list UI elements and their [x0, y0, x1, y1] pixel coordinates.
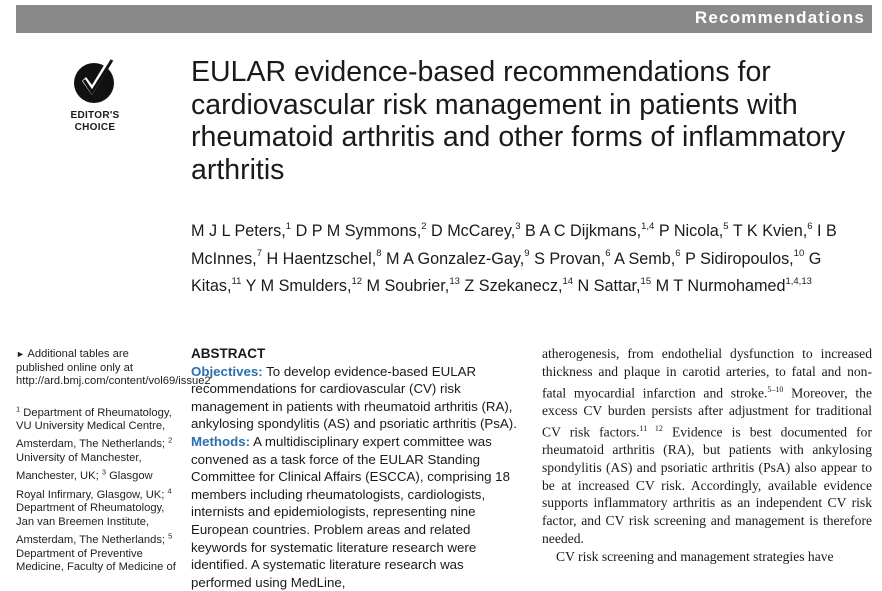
author-name-text: P Nicola, [658, 222, 724, 241]
author-name-text: M T Nurmohamed [655, 277, 786, 296]
author-affiliation-ref: 6 [605, 248, 611, 260]
methods-label: Methods: [191, 433, 251, 449]
author-name [656, 277, 812, 295]
author-name-text: H Haentzschel, [266, 249, 377, 268]
author-name [578, 277, 652, 295]
author-name [525, 222, 654, 240]
section-header-bar [16, 5, 872, 33]
author-name-text: M J L Peters, [191, 222, 286, 241]
author-affiliation-ref: 13 [449, 275, 460, 287]
badge-line-2: CHOICE [74, 122, 116, 133]
methods-text: A multidisciplinary expert committee was convened as a task force of the EULAR Standing Committee for Clinical Affairs (ESCCA), comprising 18 members including rheumatologists, cardiologists, internists and epidemiologists, representing nine European countries. Problem areas and related keywords for systematic literature research were identified. A systematic literature research was performed using MedLine, [191, 433, 510, 590]
author-name-text: A Semb, [614, 249, 676, 268]
author-name-text: Z Szekanecz, [464, 277, 563, 296]
body-text-1a: atherogenesis, from endothelial dysfunction to increased thickness and plaque in carotid arteries, to fatal and non-fatal myocardial infarction and stroke. [542, 346, 872, 401]
author-name [246, 277, 362, 295]
affiliation-number: 5 [168, 531, 173, 541]
affiliation-text: University of Manchester, Manchester, UK; [16, 452, 142, 483]
affiliation-text: Department of Preventive Medicine, Faculty of Medicine of [16, 547, 176, 574]
author-name-text: N Sattar, [577, 277, 641, 296]
affiliation-number: 2 [168, 435, 173, 445]
author-affiliation-ref: 9 [524, 248, 530, 260]
author-name-text: I B McInnes, [191, 222, 837, 268]
author-name-text: Y M Smulders, [245, 277, 352, 296]
abstract-heading: ABSTRACT [191, 346, 266, 361]
section-label: Recommendations [694, 8, 865, 27]
author-name [685, 250, 804, 268]
affiliation-text: Department of Rheumatology, Jan van Breemen Institute, Amsterdam, The Netherlands; [16, 502, 166, 547]
editors-choice-badge [62, 55, 128, 134]
author-name [464, 277, 573, 295]
citation-1: 5–10 [767, 384, 784, 394]
abstract-objectives [191, 363, 521, 433]
affiliation-number: 1 [16, 403, 21, 413]
badge-text [62, 110, 128, 134]
author-name [431, 222, 521, 240]
author-name-text: G Kitas, [191, 249, 822, 296]
author-name-text: B A C Dijkmans, [525, 222, 642, 241]
badge-line-1: EDITOR'S [70, 110, 120, 121]
body-paragraph-1 [542, 345, 872, 548]
author-name [733, 222, 813, 240]
author-name-text: D McCarey, [431, 222, 516, 241]
author-affiliation-ref: 1,4,13 [785, 275, 812, 287]
author-name-text: M Soubrier, [366, 277, 450, 296]
triangle-arrow-icon: ► [16, 349, 25, 359]
author-affiliation-ref: 11 [231, 275, 242, 287]
author-name [266, 250, 381, 268]
author-affiliation-ref: 8 [376, 248, 382, 260]
online-note-text: Additional tables are published online only at http://ard.bmj.com/content/vol69/issue2 [16, 348, 211, 388]
author-affiliation-ref: 3 [515, 221, 521, 232]
author-name-text: T K Kvien, [732, 222, 808, 241]
author-name [386, 250, 530, 268]
author-name-text: S Provan, [534, 249, 606, 268]
author-name [614, 250, 680, 268]
author-affiliation-ref: 15 [640, 275, 652, 287]
author-affiliation-ref: 1 [285, 221, 292, 232]
objectives-text: To develop evidence-based EULAR recommendations for cardiovascular (CV) risk management in patients with rheumatoid arthritis (RA), ankylosing spondylitis (AS) and psoriatic arthritis (PsA). [191, 363, 517, 432]
author-name-text: M A Gonzalez-Gay, [386, 249, 525, 268]
author-name [367, 277, 460, 295]
author-affiliation-ref: 2 [421, 221, 427, 232]
body-text-1b: Moreover, the excess CV burden persists after adjustment for traditional CV risk factors. [542, 385, 872, 440]
author-affiliation-ref: 7 [256, 248, 262, 260]
sidebar-notes [16, 348, 211, 575]
author-affiliation-ref: 12 [351, 275, 363, 287]
affiliation-number: 3 [101, 467, 106, 477]
author-affiliation-ref: 1,4 [641, 221, 655, 232]
article-title: EULAR evidence-based recommendations for cardiovascular risk management in patients with rheumatoid arthritis and other forms of inflammatory arthritis [191, 56, 846, 186]
affiliations-list [16, 402, 178, 575]
abstract-column [191, 345, 521, 591]
author-affiliation-ref: 5 [723, 221, 729, 232]
objectives-label: Objectives: [191, 363, 263, 379]
abstract-methods [191, 433, 521, 591]
affiliation-number: 4 [167, 485, 172, 495]
author-name [659, 222, 729, 240]
affiliation-text: Glasgow Royal Infirmary, Glasgow, UK; [16, 470, 165, 501]
author-list [191, 216, 871, 298]
author-name [191, 222, 291, 240]
author-name-text: P Sidiropoulos, [685, 249, 794, 268]
author-affiliation-ref: 6 [675, 248, 681, 260]
author-affiliation-ref: 6 [807, 221, 813, 232]
author-name-text: D P M Symmons, [295, 222, 422, 241]
citation-2: 11 12 [639, 423, 663, 433]
affiliation [16, 403, 172, 451]
author-name [296, 222, 427, 240]
author-name [534, 250, 610, 268]
affiliation-text: Department of Rheumatology, VU University Medical Centre, Amsterdam, The Netherlands; [16, 406, 172, 451]
online-tables-note [16, 348, 211, 389]
author-affiliation-ref: 10 [793, 248, 805, 260]
body-paragraph-2: CV risk screening and management strategies have [556, 548, 834, 564]
checkmark-circle-icon [72, 55, 118, 107]
body-text-1c: Evidence is best documented for rheumatoid arthritis (RA), but patients with ankylosing spondylitis (AS) and psoriatic arthritis (PsA) also appear to be at increased CV risk. Accordingly, available evidence supports inflammatory arthritis as an independent CV risk factor, and CV risk screening and management is therefore needed. [542, 424, 872, 547]
author-affiliation-ref: 14 [562, 275, 574, 287]
body-column [542, 345, 872, 566]
